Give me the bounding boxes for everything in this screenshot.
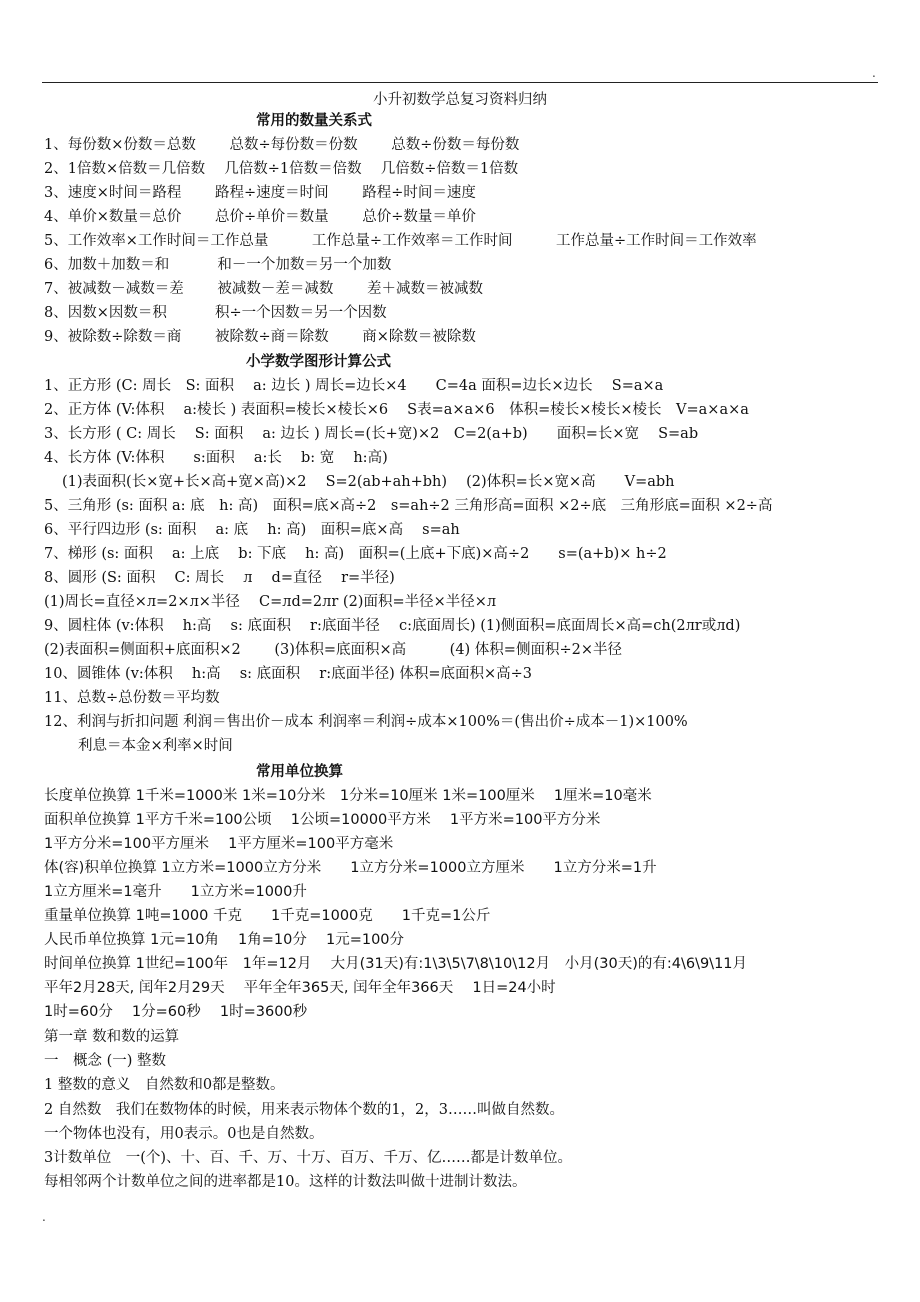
section-heading-units: 常用单位换算	[256, 764, 343, 780]
formula-line: 5、三角形 (s: 面积 a: 底 h: 高) 面积=底×高÷2 s=ah÷2 三角形高=面积 ×2÷底 三角形底=面积 ×2÷高	[44, 498, 773, 514]
formula-line: 9、圆柱体 (v:体积 h:高 s: 底面积 r:底面半径 c:底面周长) (1)侧面积=底面周长×高=ch(2лr或лd)	[44, 618, 741, 634]
unit-line: 体(容)积单位换算 1立方米=1000立方分米 1立方分米=1000立方厘米 1立方分米=1升	[44, 860, 657, 876]
unit-line: 人民币单位换算 1元=10角 1角=10分 1元=100分	[44, 932, 405, 948]
unit-line: 平年2月28天, 闰年2月29天 平年全年365天, 闰年全年366天 1日=24小时	[44, 980, 556, 996]
section-heading-relations: 常用的数量关系式	[256, 113, 372, 129]
paragraph-line: 2 自然数 我们在数物体的时候，用来表示物体个数的1，2，3……叫做自然数。	[44, 1102, 565, 1118]
formula-line: 2、正方体 (V:体积 a:棱长 ) 表面积=棱长×棱长×6 S表=a×a×6 体积=棱长×棱长×棱长 V=a×a×a	[44, 402, 749, 418]
header-rule	[42, 82, 878, 83]
relation-line: 2、1倍数×倍数＝几倍数 几倍数÷1倍数＝倍数 几倍数÷倍数＝1倍数	[44, 161, 519, 177]
formula-line: 11、总数÷总份数＝平均数	[44, 690, 220, 706]
corner-dot: .	[42, 1210, 46, 1224]
formula-line: 10、圆锥体 (v:体积 h:高 s: 底面积 r:底面半径) 体积=底面积×高÷3	[44, 666, 533, 682]
relation-line: 4、单价×数量＝总价 总价÷单价＝数量 总价÷数量＝单价	[44, 209, 476, 225]
relation-line: 7、被减数－减数＝差 被减数－差＝减数 差＋减数＝被减数	[44, 281, 483, 297]
paragraph-line: 1 整数的意义 自然数和0都是整数。	[44, 1077, 285, 1093]
section-heading-formulas: 小学数学图形计算公式	[246, 354, 391, 370]
chapter-title: 第一章 数和数的运算	[44, 1029, 180, 1045]
unit-line: 1时=60分 1分=60秒 1时=3600秒	[44, 1004, 308, 1020]
paragraph-line: 3计数单位 一(个)、十、百、千、万、十万、百万、千万、亿……都是计数单位。	[44, 1150, 573, 1166]
formula-line: 7、梯形 (s: 面积 a: 上底 b: 下底 h: 高) 面积=(上底+下底)×高÷2 s=(a+b)× h÷2	[44, 546, 667, 562]
unit-line: 重量单位换算 1吨=1000 千克 1千克=1000克 1千克=1公斤	[44, 908, 491, 924]
formula-line: 利息＝本金×利率×时间	[78, 738, 233, 754]
concept-heading: 一 概念 (一) 整数	[44, 1053, 167, 1069]
formula-line: 3、长方形 ( C: 周长 S: 面积 a: 边长 ) 周长=(长+宽)×2 C=2(a+b) 面积=长×宽 S=ab	[44, 426, 699, 442]
unit-line: 1立方厘米=1毫升 1立方米=1000升	[44, 884, 307, 900]
corner-dot: .	[872, 66, 876, 80]
formula-line: (2)表面积=侧面积+底面积×2 (3)体积=底面积×高 (4) 体积=侧面积÷2×半径	[44, 642, 622, 658]
paragraph-line: 每相邻两个计数单位之间的进率都是10。这样的计数法叫做十进制计数法。	[44, 1174, 527, 1190]
formula-line: (1)表面积(长×宽+长×高+宽×高)×2 S=2(ab+ah+bh) (2)体积=长×宽×高 V=abh	[62, 474, 675, 490]
formula-line: 8、圆形 (S: 面积 C: 周长 л d=直径 r=半径)	[44, 570, 395, 586]
paragraph-line: 一个物体也没有，用0表示。0也是自然数。	[44, 1126, 324, 1142]
relation-line: 1、每份数×份数＝总数 总数÷每份数＝份数 总数÷份数＝每份数	[44, 137, 520, 153]
unit-line: 1平方分米=100平方厘米 1平方厘米=100平方毫米	[44, 836, 394, 852]
relation-line: 5、工作效率×工作时间＝工作总量 工作总量÷工作效率＝工作时间 工作总量÷工作时间＝工作效率	[44, 233, 757, 249]
relation-line: 8、因数×因数＝积 积÷一个因数＝另一个因数	[44, 305, 387, 321]
document-title: 小升初数学总复习资料归纳	[373, 92, 547, 108]
unit-line: 面积单位换算 1平方千米=100公顷 1公顷=10000平方米 1平方米=100平方分米	[44, 812, 601, 828]
relation-line: 6、加数＋加数＝和 和－一个加数＝另一个加数	[44, 257, 392, 273]
formula-line: 6、平行四边形 (s: 面积 a: 底 h: 高) 面积=底×高 s=ah	[44, 522, 460, 538]
unit-line: 长度单位换算 1千米=1000米 1米=10分米 1分米=10厘米 1米=100厘米 1厘米=10毫米	[44, 788, 652, 804]
formula-line: 4、长方体 (V:体积 s:面积 a:长 b: 宽 h:高)	[44, 450, 388, 466]
formula-line: 1、正方形 (C: 周长 S: 面积 a: 边长 ) 周长=边长×4 C=4a 面积=边长×边长 S=a×a	[44, 378, 664, 394]
relation-line: 3、速度×时间＝路程 路程÷速度＝时间 路程÷时间＝速度	[44, 185, 476, 201]
formula-line: 12、利润与折扣问题 利润＝售出价－成本 利润率＝利润÷成本×100%＝(售出价÷成本－1)×100%	[44, 714, 688, 730]
relation-line: 9、被除数÷除数＝商 被除数÷商＝除数 商×除数＝被除数	[44, 329, 476, 345]
unit-line: 时间单位换算 1世纪=100年 1年=12月 大月(31天)有:1\3\5\7\8\10\12月 小月(30天)的有:4\6\9\11月	[44, 956, 748, 972]
formula-line: (1)周长=直径×л=2×л×半径 C=лd=2лr (2)面积=半径×半径×л	[44, 594, 497, 610]
